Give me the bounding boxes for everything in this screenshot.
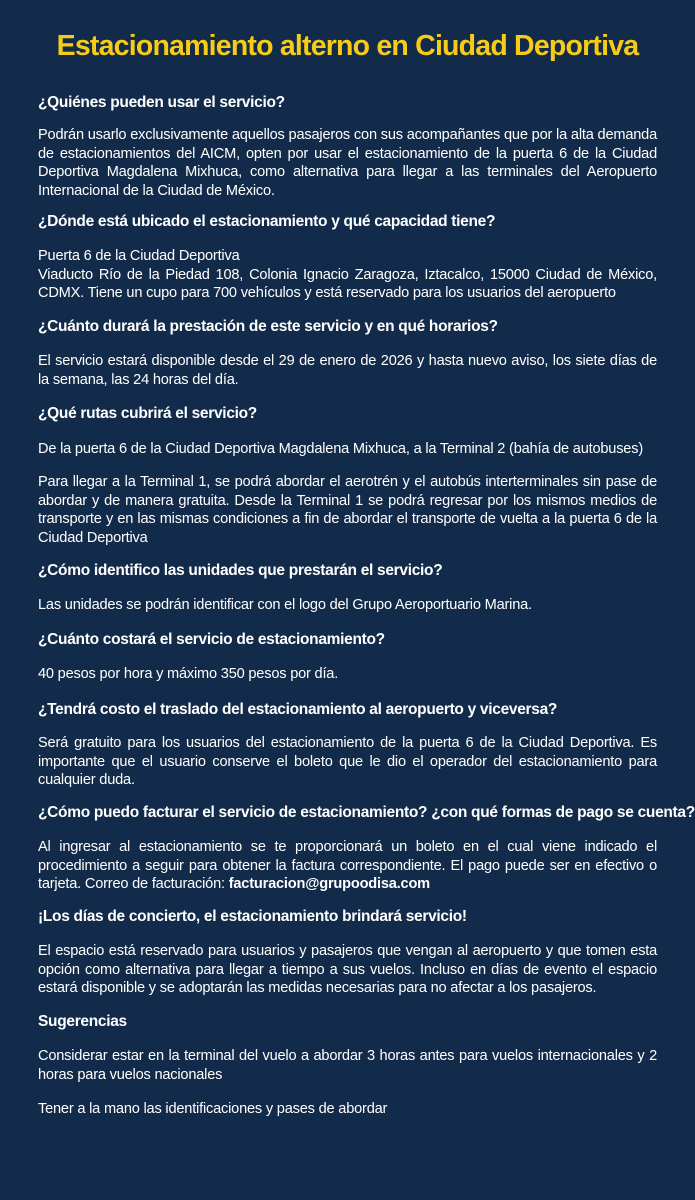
- section-body: [38, 1047, 657, 1084]
- page-title: Estacionamiento alterno en Ciudad Deportiva: [56, 30, 639, 62]
- section-body: [38, 247, 657, 303]
- paragraph: De la puerta 6 de la Ciudad Deportiva Magdalena Mixhuca, a la Terminal 2 (bahía de autobuses): [38, 441, 643, 457]
- section-body: [38, 1100, 657, 1119]
- section-concert-days: [38, 908, 657, 926]
- section-heading: ¿Qué rutas cubrirá el servicio?: [38, 405, 257, 422]
- paragraph: El espacio está reservado para usuarios y pasajeros que vengan al aeropuerto y que tomen esta opción como alternativa para llegar a tiempo a sus vuelos. Incluso en días de evento el espacio estará disponible y se adoptarán las medidas necesarias para no afectar a los pasajeros.: [38, 943, 657, 996]
- section-body: [38, 942, 657, 998]
- section-suggestions: [38, 1013, 657, 1031]
- paragraph: Será gratuito para los usuarios del estacionamiento de la puerta 6 de la Ciudad Deportiva. Es importante que el usuario conserve el boleto que le dio el operador del estacionamiento para cualquier duda.: [38, 735, 657, 788]
- section-body: [38, 665, 657, 684]
- section-cost: [38, 631, 657, 649]
- paragraph: Las unidades se podrán identificar con el logo del Grupo Aeroportuario Marina.: [38, 597, 532, 613]
- invoice-email: facturacion@grupoodisa.com: [228, 876, 430, 892]
- paragraph: 40 pesos por hora y máximo 350 pesos por día.: [38, 666, 339, 682]
- paragraph: Tener a la mano las identificaciones y pases de abordar: [38, 1101, 388, 1117]
- paragraph: Puerta 6 de la Ciudad Deportiva: [38, 248, 240, 264]
- section-body: [38, 734, 657, 790]
- section-heading: ¿Cómo puedo facturar el servicio de estacionamiento? ¿con qué formas de pago se cuenta?: [38, 804, 695, 821]
- paragraph: El servicio estará disponible desde el 29 de enero de 2026 y hasta nuevo aviso, los siete días de la semana, las 24 horas del día.: [38, 353, 657, 388]
- section-location: [38, 213, 657, 231]
- section-body: [38, 596, 657, 615]
- paragraph: Considerar estar en la terminal del vuelo a abordar 3 horas antes para vuelos internacionales y 2 horas para vuelos nacionales: [38, 1048, 657, 1083]
- paragraph: [38, 838, 657, 894]
- section-body: [38, 126, 657, 200]
- paragraph: Para llegar a la Terminal 1, se podrá abordar el aerotrén y el autobús interterminales sin pase de abordar y de manera gratuita. Desde la Terminal 1 se podrá regresar por los mismos medios de transporte y en las mismas condiciones a fin de abordar el transporte de vuelta a la puerta 6 de la Ciudad Deportiva: [38, 474, 657, 546]
- section-heading: Sugerencias: [38, 1013, 127, 1030]
- section-invoicing: [38, 804, 695, 822]
- section-heading: ¿Dónde está ubicado el estacionamiento y qué capacidad tiene?: [38, 213, 496, 230]
- section-transfer-cost: [38, 701, 657, 719]
- section-schedule: [38, 318, 657, 336]
- section-heading: ¿Cuánto durará la prestación de este servicio y en qué horarios?: [38, 318, 498, 335]
- section-heading: ¿Quiénes pueden usar el servicio?: [38, 94, 285, 111]
- section-who-can-use: [38, 94, 657, 112]
- section-heading: ¿Cómo identifico las unidades que prestarán el servicio?: [38, 562, 443, 579]
- section-body: [38, 838, 657, 894]
- section-heading: ¿Cuánto costará el servicio de estacionamiento?: [38, 631, 385, 648]
- section-body: [38, 473, 657, 547]
- paragraph: Viaducto Río de la Piedad 108, Colonia Ignacio Zaragoza, Iztacalco, 15000 Ciudad de México, CDMX. Tiene un cupo para 700 vehículos y está reservado para los usuarios del aeropuerto: [38, 266, 657, 301]
- paragraph: Podrán usarlo exclusivamente aquellos pasajeros con sus acompañantes que por la alta demanda de estacionamientos del AICM, opten por usar el estacionamiento de la puerta 6 de la Ciudad Deportiva Magdalena Mixhuca, como alternativa para llegar a las terminales del Aeropuerto Internacional de la Ciudad de México.: [38, 127, 657, 199]
- section-body: [38, 352, 657, 389]
- section-routes: [38, 405, 657, 423]
- section-heading: ¡Los días de concierto, el estacionamiento brindará servicio!: [38, 908, 467, 925]
- paragraph-text: Al ingresar al estacionamiento se te proporcionará un boleto en el cual viene indicado el procedimiento a seguir para obtener la factura correspondiente. El pago puede ser en efectivo o tarjeta. Correo de facturación:: [38, 839, 657, 892]
- section-identify-units: [38, 562, 657, 580]
- section-heading: ¿Tendrá costo el traslado del estacionamiento al aeropuerto y viceversa?: [38, 701, 558, 718]
- section-body: [38, 440, 657, 459]
